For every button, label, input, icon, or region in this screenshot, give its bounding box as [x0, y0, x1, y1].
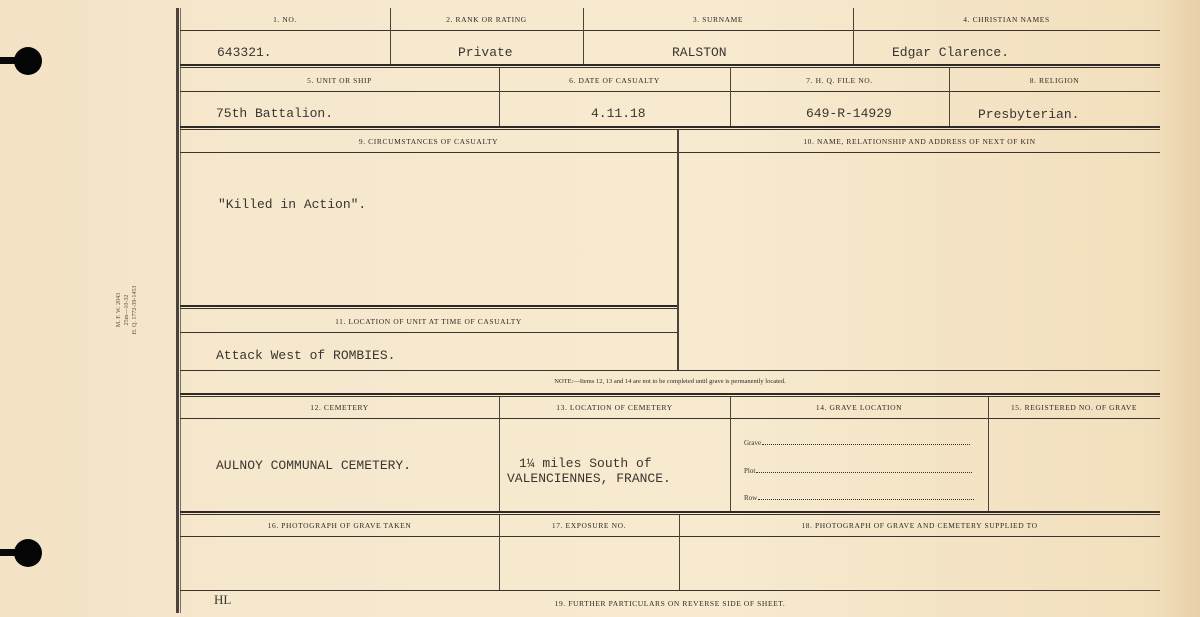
value-cemetery: AULNOY COMMUNAL CEMETERY.: [216, 458, 412, 473]
label-circumstances: 9. CIRCUMSTANCES OF CASUALTY: [358, 137, 499, 146]
form-code-1: M. F. W. 2043: [116, 292, 122, 328]
note-top-rule: [180, 370, 1160, 371]
form-code-3: H. Q. 1772-39-1453: [132, 285, 138, 335]
label-next-of-kin: 10. NAME, RELATIONSHIP AND ADDRESS OF NEXT OF KIN: [803, 137, 1036, 146]
label-registered-no: 15. REGISTERED NO. OF GRAVE: [1010, 403, 1138, 412]
label-rank: 2. RANK OR RATING: [446, 15, 527, 24]
note-bottom-rule-2: [180, 396, 1160, 397]
label-location-of-cemetery: 13. LOCATION OF CEMETERY: [556, 403, 673, 412]
grave-line: [744, 438, 970, 447]
value-no: 643321.: [217, 45, 272, 60]
label-date-of-casualty: 6. DATE OF CASUALTY: [569, 76, 660, 85]
value-hq-file-no: 649-R-14929: [806, 106, 892, 121]
label-photo-taken: 16. PHOTOGRAPH OF GRAVE TAKEN: [267, 521, 412, 530]
label-exposure-no: 17. EXPOSURE NO.: [551, 521, 627, 530]
row5-divider-2: [730, 397, 731, 511]
value-rank: Private: [458, 45, 513, 60]
label-christian-names: 4. CHRISTIAN NAMES: [963, 15, 1050, 24]
plot-dots: [756, 466, 972, 473]
label-surname: 3. SURNAME: [692, 15, 744, 24]
row2-bottom-rule-2: [180, 129, 1160, 130]
row1-bottom-rule: [180, 64, 1160, 66]
row2-bottom-rule: [180, 126, 1160, 128]
label-no: 1. NO.: [273, 15, 297, 24]
value-date-of-casualty: 4.11.18: [591, 106, 646, 121]
grave-label: Grave: [744, 439, 762, 447]
row5-divider-3: [988, 397, 989, 511]
value-circumstances: "Killed in Action".: [218, 197, 367, 212]
row1-label-rule: [180, 30, 1160, 31]
binder-hole-top: [14, 47, 42, 75]
row6-bottom-rule: [180, 590, 1160, 591]
row4-top-rule-2: [180, 308, 677, 309]
row5-bottom-rule-2: [180, 514, 1160, 515]
row5-divider-1: [499, 397, 500, 511]
value-location-of-unit: Attack West of ROMBIES.: [216, 348, 396, 363]
label-cemetery: 12. CEMETERY: [310, 403, 369, 412]
label-location-of-unit: 11. LOCATION OF UNIT AT TIME OF CASUALTY: [335, 317, 522, 326]
row-line: [744, 493, 974, 502]
label-grave-location: 14. GRAVE LOCATION: [815, 403, 903, 412]
plot-label: Plot: [744, 467, 756, 475]
clerk-initials: HL: [214, 592, 232, 607]
value-location-of-cemetery-line2: VALENCIENNES, FRANCE.: [507, 471, 671, 486]
grave-dots: [762, 438, 970, 445]
note-text: NOTE:—Items 12, 13 and 14 are not to be completed until grave is permanently located.: [554, 378, 786, 385]
row3-divider: [677, 130, 679, 370]
binder-hole-bottom: [14, 539, 42, 567]
row3-label-rule: [180, 152, 1160, 153]
label-unit: 5. UNIT OR SHIP: [307, 76, 372, 85]
value-christian-names: Edgar Clarence.: [892, 45, 1010, 60]
value-religion: Presbyterian.: [978, 107, 1080, 122]
row6-label-rule: [180, 536, 1160, 537]
label-photo-supplied: 18. PHOTOGRAPH OF GRAVE AND CEMETERY SUPPLIED TO: [801, 521, 1038, 530]
plot-line: [744, 466, 972, 475]
label-religion: 8. RELIGION: [1029, 76, 1080, 85]
label-hq-file-no: 7. H. Q. FILE NO.: [806, 76, 873, 85]
row5-label-rule: [180, 418, 1160, 419]
label-further-particulars: 19. FURTHER PARTICULARS ON REVERSE SIDE OF SHEET.: [554, 599, 786, 608]
frame-left-border: [176, 8, 179, 613]
row1-bottom-rule-2: [180, 67, 1160, 68]
row2-label-rule: [180, 91, 1160, 92]
row-dots: [758, 493, 974, 500]
form-code-2: 25m—10-32: [124, 294, 130, 326]
value-surname: RALSTON: [672, 45, 727, 60]
row4-top-rule: [180, 305, 677, 307]
form-code-margin: [115, 285, 195, 335]
note-bottom-rule: [180, 393, 1160, 395]
row4-label-rule: [180, 332, 677, 333]
row5-bottom-rule: [180, 511, 1160, 513]
value-unit: 75th Battalion.: [216, 106, 334, 121]
row-label: Row: [744, 494, 758, 502]
value-location-of-cemetery-line1: 1¼ miles South of: [519, 456, 652, 471]
